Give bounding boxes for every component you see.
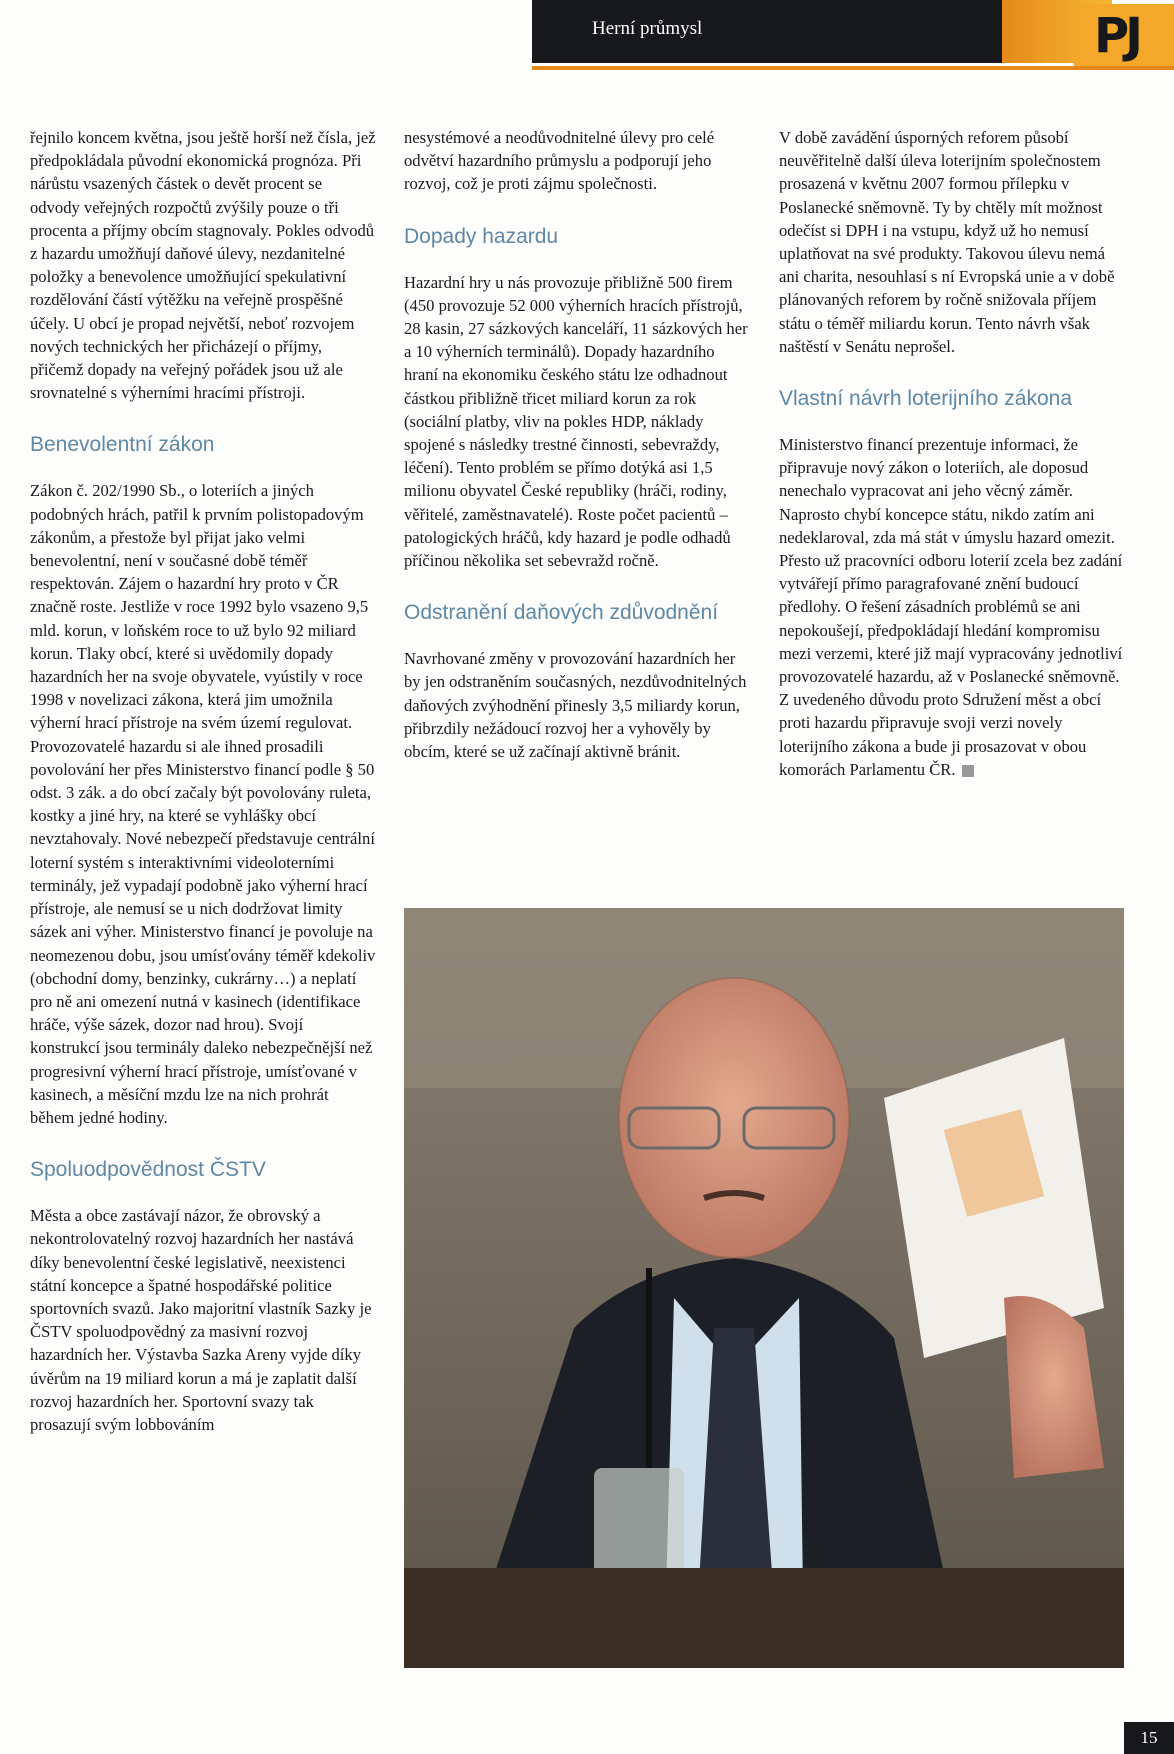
column-3 [779, 126, 1125, 809]
logo-text: PJ [1094, 8, 1140, 64]
page-number: 15 [1124, 1722, 1174, 1754]
paragraph-text: Ministerstvo financí prezentuje informaci, že připravuje nový zákon o loteriích, ale doposud nenechalo vypracovat ani jeho věcný záměr. Naprosto chybí koncepce státu, nikdo zatím ani nedeklaroval, zda má stát v úmyslu hazard omezit. Přesto už pracovníci odboru loterií zcela bez zadání vytvářejí přímo paragrafované znění budoucí předlohy. O řešení zásadních problémů se ani nepokoušejí, předpokládají hledání kompromisu mezi verzemi, které již mají vypracovány jednotliví provozovatelé hazardu, až v Poslanecké sněmovně. Z uvedeného důvodu proto Sdružení měst a obcí proti hazardu připravuje svoji verzi novely loterijního zákona a bude ji prosazovat v obou komorách Parlamentu ČR. [779, 435, 1123, 779]
paragraph: Navrhované změny v provozování hazardních her by jen odstraněním současných, nezdůvodnitelných daňových zvýhodnění přinesly 3,5 miliardy korun, přibrzdily nežádoucí rozvoj her a vyhověly by obcím, které se už začínají aktivně bránit. [404, 649, 747, 762]
paragraph: nesystémové a neodůvodnitelné úlevy pro celé odvětví hazardního průmyslu a podporují jeho rozvoj, což je proti zájmu společnosti. [404, 128, 715, 194]
column-2 [404, 126, 750, 791]
subheading: Vlastní návrh loterijního zákona [779, 387, 1073, 411]
section-title: Herní průmysl [592, 18, 703, 39]
header-band [532, 0, 1002, 63]
paragraph [779, 433, 1125, 781]
subheading: Benevolentní zákon [30, 433, 215, 457]
column-1 [30, 126, 376, 1464]
photo-illustration [404, 908, 1124, 1668]
page-header [532, 0, 1174, 66]
subheading: Dopady hazardu [404, 224, 559, 248]
article-photo [404, 908, 1124, 1668]
paragraph: Města a obce zastávají názor, že obrovský a nekontrolovatelný rozvoj hazardních her nastává díky benevolentní české legislativě, neexistenci státní koncepce a špatné hospodářské politice sportovních svazů. Jako majoritní vlastník Sazky je ČSTV spoluodpovědný za masivní rozvoj hazardních her. Výstavba Sazka Areny vyjde díky úvěrům na 19 miliard korun a má je zaplatit další rozvoj hazardních her. Sportovní svazy tak prosazují svým lobbováním [30, 1206, 372, 1434]
paragraph: V době zavádění úsporných reforem působí neuvěřitelně další úleva loterijním společnostem prosazená v květnu 2007 formou přílepku v Poslanecké sněmovně. Ty by chtěly mít možnost odečíst si DPH i na vstupu, když už ho nemusí uplatňovat na své produkty. Takovou úlevu nemá ani charita, nesouhlasí s ní Evropská unie a v době plánovaných reforem by ročně snižovala příjem státu o téměř miliardu korun. Tento návrh však naštěstí v Senátu neprošel. [779, 128, 1115, 356]
header-rule [532, 66, 1174, 70]
subheading: Odstranění daňových zdůvodnění [404, 601, 719, 625]
paragraph: řejnilo koncem května, jsou ještě horší než čísla, jež předpokládala původní ekonomická prognóza. Při nárůstu vsazených částek o devět procent se odvody veřejných rozpočtů zvýšily pouze o tři procenta a příjmy obcím stagnovaly. Pokles odvodů z hazardu umožňují daňové úlevy, nezdanitelné položky a benevolence umožňující spekulativní rozdělování částí výtěžku na veřejně prospěšné účely. U obcí je propad největší, neboť rozvojem nových technických her přicházejí o příjmy, přičemž dopady na veřejný pořádek jsou už ale srovnatelné s výherními hracími přístroji. [30, 128, 376, 403]
article-end-mark [962, 765, 974, 777]
paragraph: Zákon č. 202/1990 Sb., o loteriích a jiných podobných hrách, patřil k prvním polistopadovým zákonům, a přestože byl přijat jako velmi benevolentní, není v současné době téměř respektován. Zájem o hazardní hry proto v ČR značně roste. Jestliže v roce 1992 bylo vsazeno 9,5 mld. korun, v loňském roce to už bylo 92 miliard korun. Tlaky obcí, které si uvědomily dopady hazardních her na svoje obyvatele, vyústily v roce 1998 v novelizaci zákona, která jim umožnila výherní hrací přístroje na svém území regulovat. Provozovatelé hazardu si ale ihned prosadili povolování her přes Ministerstvo financí podle § 50 odst. 3 zák. a do obcí začaly být povolovány ruleta, kostky a jiné hry, na které se vyhlášky obcí nevztahovaly. Nové nebezpečí představuje centrální loterní systém s interaktivními videoloterními terminály, jež vypadají podobně jako výherní hrací přístroje, ale nemusí se u nich dodržovat limity sázek ani výher. Ministerstvo financí je povoluje na neomezenou dobu, jsou umísťovány téměř kdekoliv (obchodní domy, benzinky, cukrárny…) a neplatí pro ně ani omezení nutná v kasinech (identifikace hráče, výše sázek, dozor nad hrou). Svojí konstrukcí jsou terminály daleko nebezpečnější než progresivní výherní hrací přístroje, umísťované v kasinech, a měsíční mzdu lze na nich prohrát během jedné hodiny. [30, 481, 376, 1127]
magazine-logo [1074, 4, 1174, 66]
paragraph: Hazardní hry u nás provozuje přibližně 500 firem (450 provozuje 52 000 výherních hracích přístrojů, 28 kasin, 27 sázkových kanceláří, 11 sázkových her a 10 výherních terminálů). Dopady hazardního hraní na ekonomiku českého státu lze odhadnout částkou přibližně třicet miliard korun za rok (sociální platby, vliv na pokles HDP, náklady spojené s následky trestné činnosti, sebevraždy, léčení). Tento problém se přímo dotýká asi 1,5 milionu obyvatel České republiky (hráči, rodiny, věřitelé, zaměstnavatelé). Roste počet pacientů – patologických hráčů, kdy hazard je podle odhadů příčinou několika set sebevražd ročně. [404, 272, 748, 571]
subheading: Spoluodpovědnost ČSTV [30, 1158, 266, 1182]
